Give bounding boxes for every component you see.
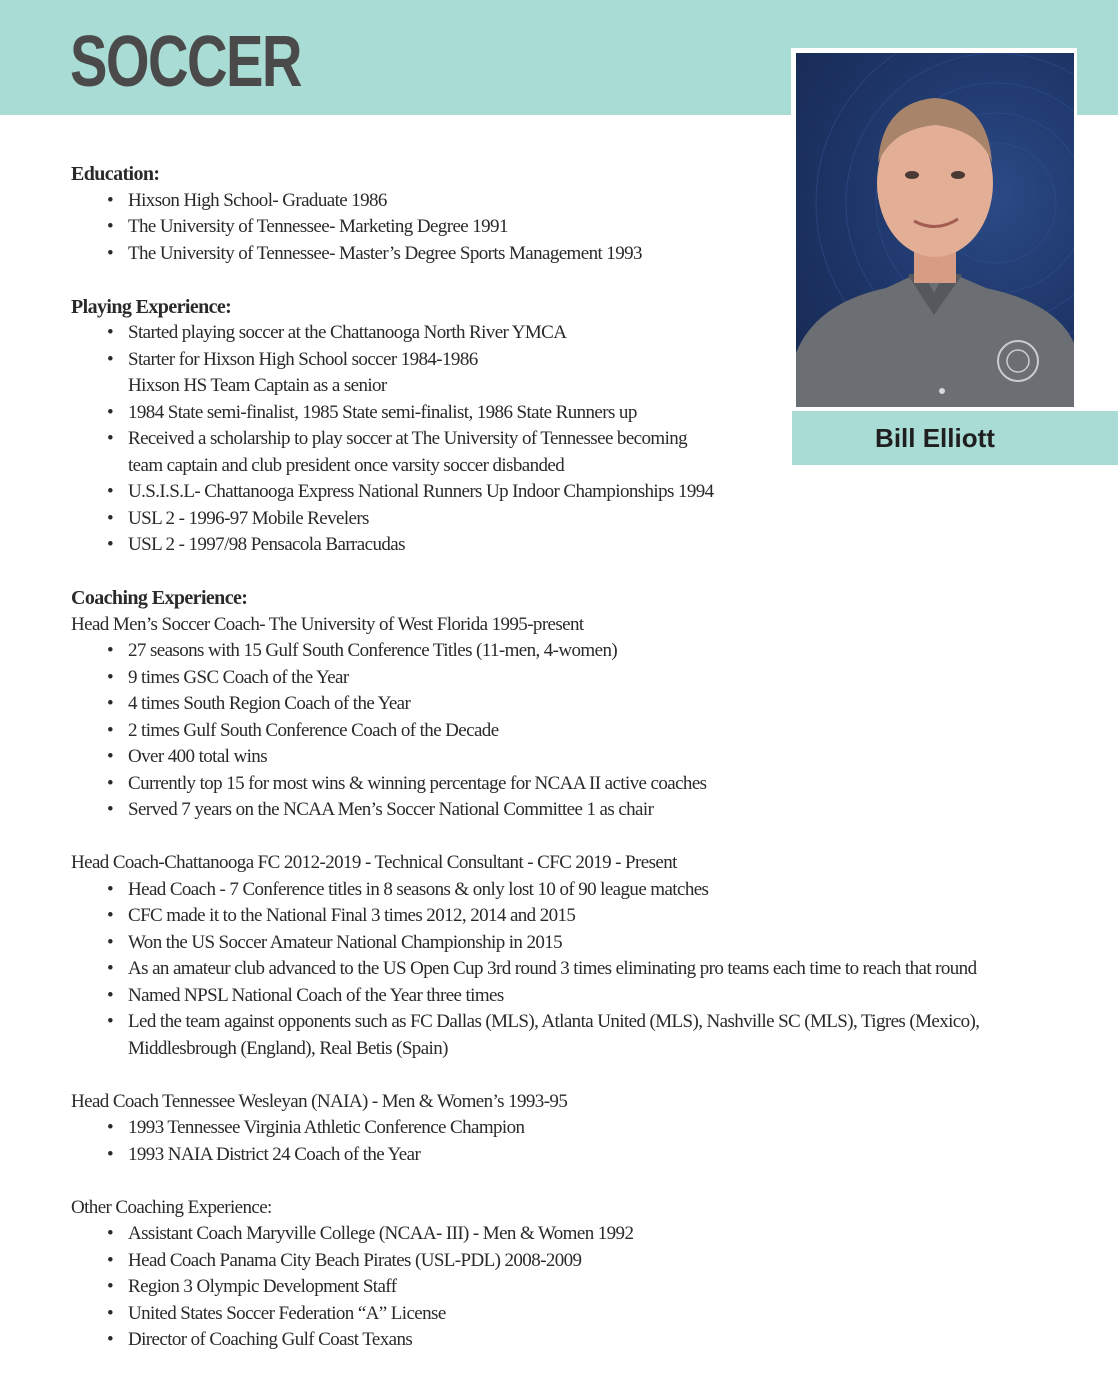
playing-heading: Playing Experience: xyxy=(71,295,232,318)
coach-name: Bill Elliott xyxy=(875,422,995,453)
list-item: • The University of Tennessee- Master’s Degree Sports Management 1993 xyxy=(128,241,1031,268)
list-item: • Head Coach Panama City Beach Pirates (USL-PDL) 2008-2009 xyxy=(128,1248,1031,1275)
twu-title: Head Coach Tennessee Wesleyan (NAIA) - Men & Women’s 1993-95 xyxy=(71,1090,568,1112)
education-list xyxy=(71,188,1031,268)
list-item: • Won the US Soccer Amateur National Championship in 2015 xyxy=(128,930,1031,957)
other-title: Other Coaching Experience: xyxy=(71,1196,272,1218)
list-item xyxy=(128,1009,1031,1062)
cfc-list xyxy=(71,877,1031,1063)
list-item: • 2 times Gulf South Conference Coach of the Decade xyxy=(128,718,1031,745)
list-item: • Director of Coaching Gulf Coast Texans xyxy=(128,1327,1031,1354)
other-list xyxy=(71,1221,1031,1354)
education-section xyxy=(71,161,1031,267)
list-item: • Over 400 total wins xyxy=(128,744,1031,771)
list-item-line: Hixson HS Team Captain as a senior xyxy=(128,375,387,396)
list-item: • Region 3 Olympic Development Staff xyxy=(128,1274,1031,1301)
list-item: • CFC made it to the National Final 3 times 2012, 2014 and 2015 xyxy=(128,903,1031,930)
list-item: • 1993 Tennessee Virginia Athletic Conference Champion xyxy=(128,1115,1031,1142)
playing-list xyxy=(71,320,1031,559)
twu-list xyxy=(71,1115,1031,1168)
list-item-line: • Led the team against opponents such as FC Dallas (MLS), Atlanta United (MLS), Nashville SC (MLS), Tigres (Mexico), xyxy=(128,1011,980,1032)
list-item: • United States Soccer Federation “A” License xyxy=(128,1301,1031,1328)
list-item-line: • Received a scholarship to play soccer at The University of Tennessee becoming xyxy=(128,428,688,449)
uwf-list xyxy=(71,638,1031,824)
list-item-line: team captain and club president once varsity soccer disbanded xyxy=(128,454,565,476)
list-item: • The University of Tennessee- Marketing Degree 1991 xyxy=(128,214,1031,241)
list-item: • 4 times South Region Coach of the Year xyxy=(128,691,1031,718)
list-item: • Hixson High School- Graduate 1986 xyxy=(128,188,1031,215)
list-item: • USL 2 - 1997/98 Pensacola Barracudas xyxy=(128,532,1031,559)
coaching-cfc-section xyxy=(71,850,1031,1062)
list-item: • 9 times GSC Coach of the Year xyxy=(128,665,1031,692)
list-item: • Served 7 years on the NCAA Men’s Soccer National Committee 1 as chair xyxy=(128,797,1031,824)
resume-content xyxy=(71,161,1031,1380)
coaching-heading: Coaching Experience: xyxy=(71,587,248,609)
list-item: • 27 seasons with 15 Gulf South Conference Titles (11-men, 4-women) xyxy=(128,638,1031,665)
list-item xyxy=(128,347,1031,400)
page-title: SOCCER xyxy=(70,22,301,102)
list-item-line: • Starter for Hixson High School soccer 1984-1986 xyxy=(128,348,478,370)
list-item: • Head Coach - 7 Conference titles in 8 seasons & only lost 10 of 90 league matches xyxy=(128,877,1031,904)
uwf-title: Head Men’s Soccer Coach- The University of West Florida 1995-present xyxy=(71,613,584,635)
list-item-line: Middlesbrough (England), Real Betis (Spain) xyxy=(128,1037,448,1059)
list-item xyxy=(128,426,1031,479)
list-item: • Started playing soccer at the Chattanooga North River YMCA xyxy=(128,320,1031,347)
list-item: • USL 2 - 1996-97 Mobile Revelers xyxy=(128,506,1031,533)
education-heading: Education: xyxy=(71,163,160,185)
coaching-twu-section xyxy=(71,1089,1031,1169)
list-item: • As an amateur club advanced to the US Open Cup 3rd round 3 times eliminating pro teams each time to reach that round xyxy=(128,956,1031,983)
cfc-title: Head Coach-Chattanooga FC 2012-2019 - Technical Consultant - CFC 2019 - Present xyxy=(71,852,677,873)
list-item: • Assistant Coach Maryville College (NCAA- III) - Men & Women 1992 xyxy=(128,1221,1031,1248)
list-item: • Currently top 15 for most wins & winning percentage for NCAA II active coaches xyxy=(128,771,1031,798)
list-item: • U.S.I.S.L- Chattanooga Express National Runners Up Indoor Championships 1994 xyxy=(128,479,1031,506)
coaching-other-section xyxy=(71,1195,1031,1354)
list-item: • Named NPSL National Coach of the Year three times xyxy=(128,983,1031,1010)
coaching-uwf-section xyxy=(71,585,1031,824)
list-item: • 1993 NAIA District 24 Coach of the Year xyxy=(128,1142,1031,1169)
list-item: • 1984 State semi-finalist, 1985 State semi-finalist, 1986 State Runners up xyxy=(128,400,1031,427)
playing-section xyxy=(71,294,1031,559)
